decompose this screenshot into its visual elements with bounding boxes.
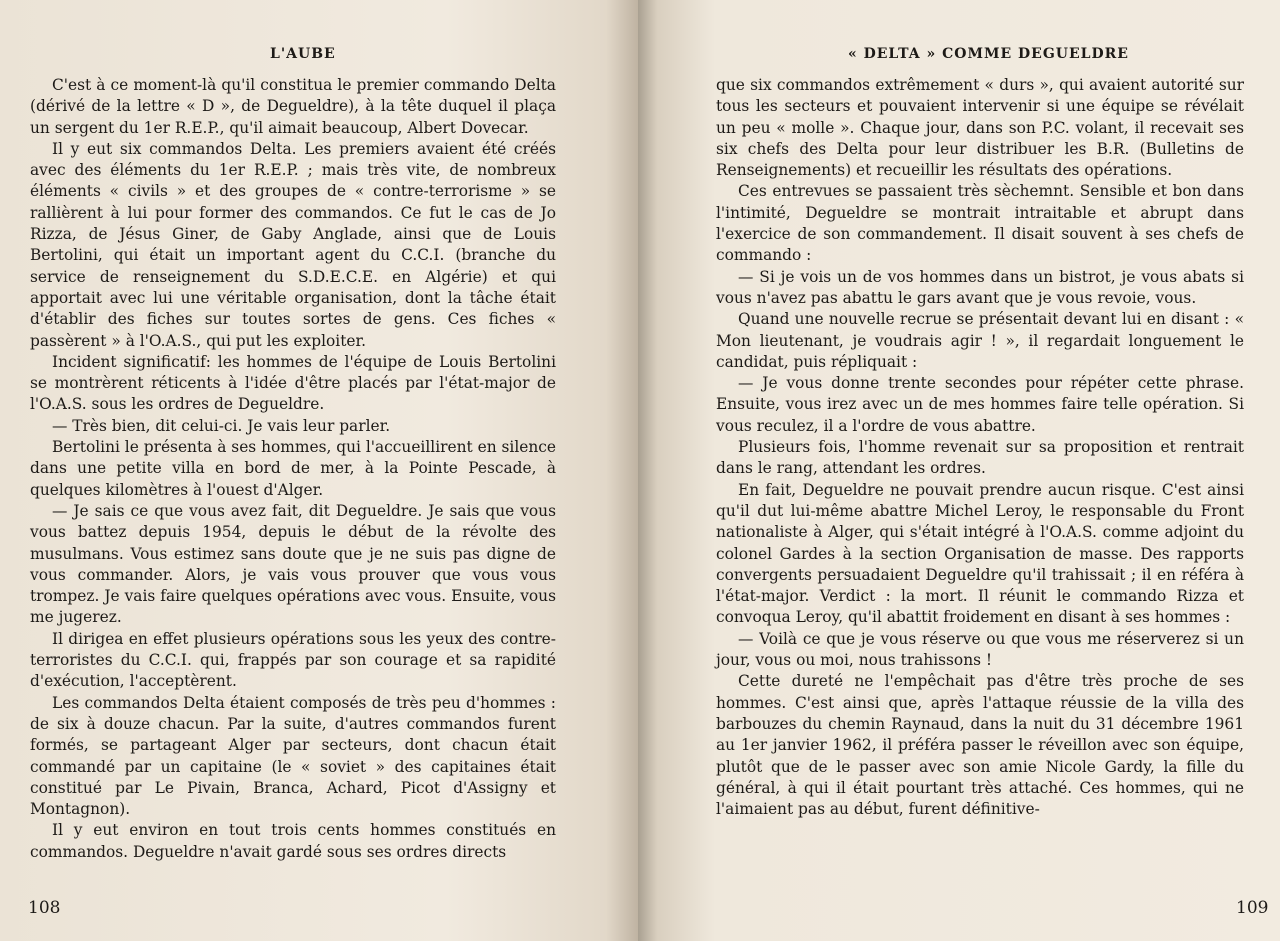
page-number: 109 [1236, 898, 1269, 918]
paragraph: — Je sais ce que vous avez fait, dit Degueldre. Je sais que vous vous battez depuis 1954, depuis le début de la révolte des musulmans. Vous estimez sans doute que je ne suis pas digne de vous commander. Alors, je vais vous prouver que vous vous trompez. Je vais faire quelques opérations avec vous. Ensuite, vous me jugerez. [30, 501, 556, 627]
paragraph: Bertolini le présenta à ses hommes, qui l'accueillirent en silence dans une petite villa en bord de mer, à la Pointe Pescade, à quelques kilomètres à l'ouest d'Alger. [30, 438, 556, 499]
paragraph: — Très bien, dit celui-ci. Je vais leur parler. [52, 416, 391, 435]
paragraph: — Je vous donne trente secondes pour répéter cette phrase. Ensuite, vous irez avec un de mes hommes faire telle opération. Si vous reculez, il a l'ordre de vous abattre. [716, 374, 1244, 435]
running-header: « DELTA » COMME DEGUELDRE [848, 46, 1129, 62]
right-page [638, 0, 1280, 941]
paragraph: Il dirigea en effet plusieurs opérations sous les yeux des contre-terroristes du C.C.I. qui, frappés par son courage et sa rapidité d'exécution, l'acceptèrent. [30, 629, 556, 691]
paragraph: — Voilà ce que je vous réserve ou que vous me réserverez si un jour, vous ou moi, nous trahissons ! [716, 629, 1244, 670]
paragraph: Ces entrevues se passaient très sèchemnt. Sensible et bon dans l'intimité, Degueldre se montrait intraitable et abrupt dans l'exercice de son commandement. Il disait souvent à ses chefs de commando : [716, 182, 1244, 265]
paragraph: que six commandos extrêmement « durs », qui avaient autorité sur tous les secteurs et pouvaient intervenir si une équipe se révélait un peu « molle ». Chaque jour, dans son P.C. volant, il recevait ses six chefs des Delta pour leur distribuer les B.R. (Bulletins de Renseignements) et recueillir les résultats des opérations. [716, 76, 1244, 180]
page-number: 108 [28, 898, 61, 918]
paragraph: Plusieurs fois, l'homme revenait sur sa proposition et rentrait dans le rang, attendant les ordres. [716, 438, 1244, 478]
paragraph: Il y eut six commandos Delta. Les premiers avaient été créés avec des éléments du 1er R.E.P. ; mais très vite, de nombreux éléments « civils » et des groupes de « contre-terrorisme » se rallièrent à lui pour former des commandos. Ce fut le cas de Jo Rizza, de Jésus Giner, de Gaby Anglade, ainsi que de Louis Bertolini, qui était un important agent du C.C.I. (branche du service de renseignement du S.D.E.C.E. en Algérie) et qui apportait avec lui une véritable organisation, dont la tâche était d'établir des fiches sur toutes sortes de gens. Ces fiches « passèrent » à l'O.A.S., qui put les exploiter. [30, 139, 556, 350]
paragraph: Il y eut environ en tout trois cents hommes constitués en commandos. Degueldre n'avait gardé sous ses ordres directs [30, 821, 556, 861]
running-header: L'AUBE [270, 46, 336, 62]
paragraph: Quand une nouvelle recrue se présentait devant lui en disant : « Mon lieutenant, je voudrais agir ! », il regardait longuement le candidat, puis répliquait : [716, 310, 1244, 371]
paragraph: Les commandos Delta étaient composés de très peu d'hommes : de six à douze chacun. Par la suite, d'autres commandos furent formés, se partageant Alger par secteurs, dont chacun était commandé par un capitaine (le « soviet » des capitaines était constitué par Le Pivain, Branca, Achard, Picot d'Assigny et Montagnon). [30, 693, 556, 819]
paragraph: C'est à ce moment-là qu'il constitua le premier commando Delta (dérivé de la lettre « D », de Degueldre), à la tête duquel il plaça un sergent du 1er R.E.P., qu'il aimait beaucoup, Albert Dovecar. [30, 76, 556, 137]
paragraph: Cette dureté ne l'empêchait pas d'être très proche de ses hommes. C'est ainsi que, après l'attaque réussie de la villa des barbouzes du chemin Raynaud, dans la nuit du 31 décembre 1961 au 1er janvier 1962, il préféra passer le réveillon avec son équipe, plutôt que de le passer avec son amie Nicole Gardy, la fille du général, à qui il était pourtant très attaché. Ces hommes, qui ne l'aimaient pas au début, furent définitive- [716, 672, 1244, 819]
paragraph: En fait, Degueldre ne pouvait prendre aucun risque. C'est ainsi qu'il dut lui-même abattre Michel Leroy, le responsable du Front nationaliste à Alger, qui s'était intégré à l'O.A.S. comme adjoint du colonel Gardes à la section Organisation de masse. Des rapports convergents persuadaient Degueldre qu'il trahissait ; il en référa à l'état-major. Verdict : la mort. Il réunit le commando Rizza et convoqua Leroy, qu'il abattit froidement en disant à ses hommes : [716, 480, 1244, 627]
paragraph: — Si je vois un de vos hommes dans un bistrot, je vous abats si vous n'avez pas abattu le gars avant que je vous revoie, vous. [716, 267, 1244, 307]
page-body [716, 75, 1244, 820]
left-page [0, 0, 638, 941]
paragraph: Incident significatif: les hommes de l'équipe de Louis Bertolini se montrèrent réticents à l'idée d'être placés par l'état-major de l'O.A.S. sous les ordres de Degueldre. [30, 352, 556, 414]
page-body [30, 75, 556, 863]
